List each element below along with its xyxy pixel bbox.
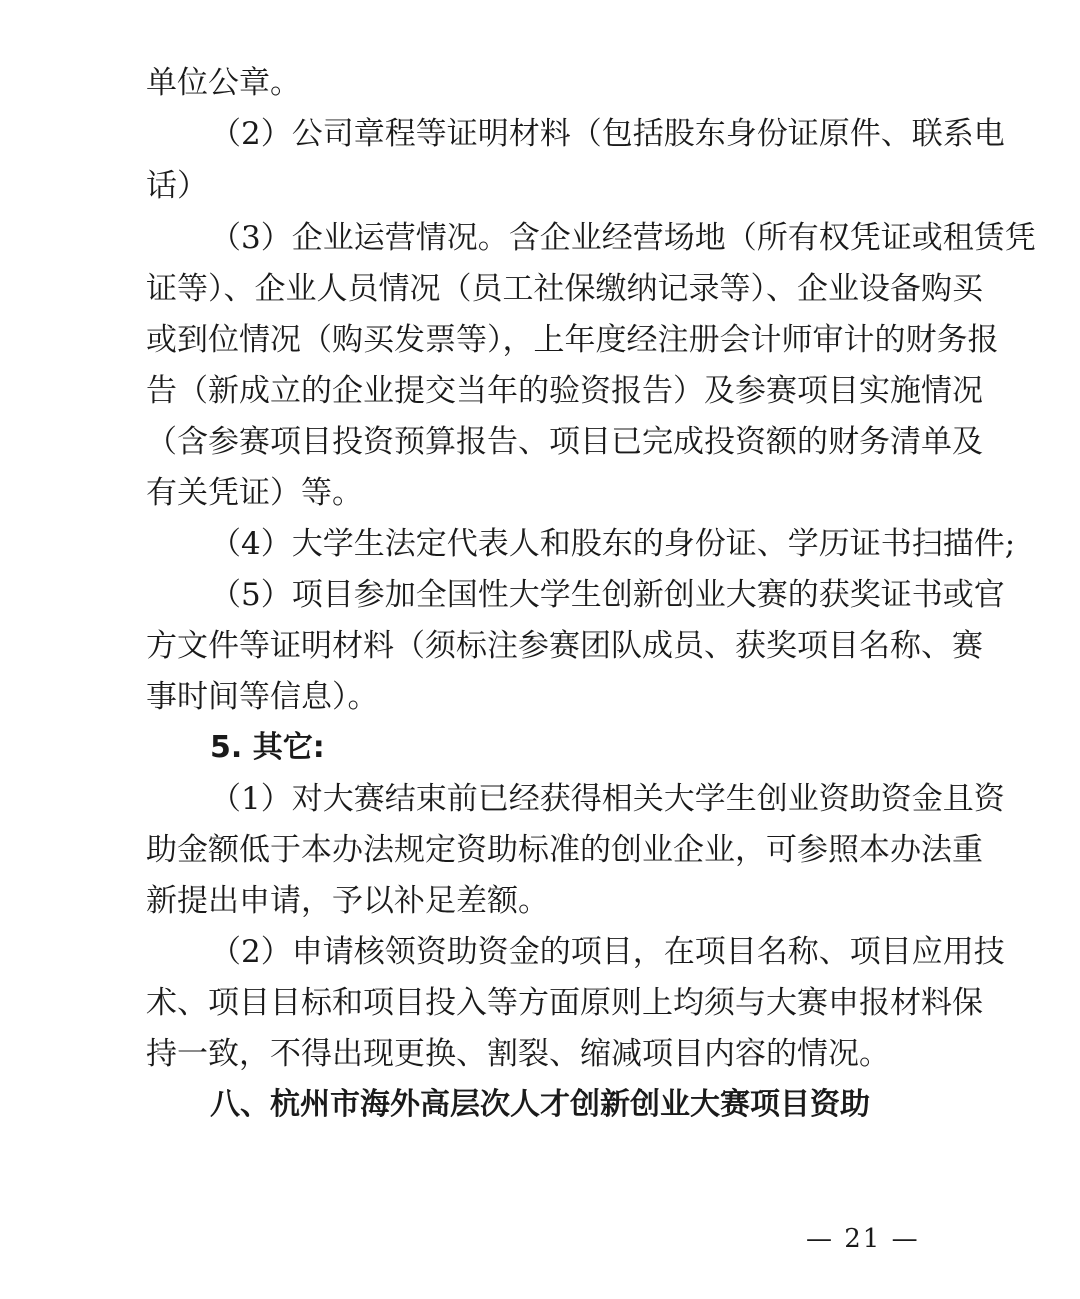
paragraph-line: （4）大学生法定代表人和股东的身份证、学历证书扫描件;	[210, 526, 1016, 562]
section-heading: 5. 其它:	[210, 730, 325, 765]
paragraph-line: 话）	[146, 168, 208, 204]
paragraph-line: 持一致，不得出现更换、割裂、缩减项目内容的情况。	[146, 1036, 890, 1072]
paragraph-line: 有关凭证）等。	[146, 475, 363, 511]
page-number: — 21 —	[806, 1224, 920, 1254]
paragraph-line: 助金额低于本办法规定资助标准的创业企业，可参照本办法重	[146, 832, 983, 868]
paragraph-line: 证等）、企业人员情况（员工社保缴纳记录等）、企业设备购买	[146, 271, 983, 307]
paragraph-line: 事时间等信息）。	[146, 679, 379, 715]
paragraph-line: 告（新成立的企业提交当年的验资报告）及参赛项目实施情况	[146, 373, 983, 409]
paragraph-line: 方文件等证明材料（须标注参赛团队成员、获奖项目名称、赛	[146, 628, 983, 664]
paragraph-line: （3）企业运营情况。含企业经营场地（所有权凭证或租赁凭	[210, 220, 1036, 256]
paragraph-line: 或到位情况（购买发票等），上年度经注册会计师审计的财务报	[146, 322, 999, 358]
paragraph-line: 单位公章。	[146, 65, 301, 101]
paragraph-line: 新提出申请，予以补足差额。	[146, 883, 549, 919]
paragraph-line: （5）项目参加全国性大学生创新创业大赛的获奖证书或官	[210, 577, 1005, 613]
paragraph-line: （1）对大赛结束前已经获得相关大学生创业资助资金且资	[210, 781, 1005, 817]
paragraph-line: （2）申请核领资助资金的项目，在项目名称、项目应用技	[210, 934, 1005, 970]
paragraph-line: （含参赛项目投资预算报告、项目已完成投资额的财务清单及	[146, 424, 983, 460]
paragraph-line: （2）公司章程等证明材料（包括股东身份证原件、联系电	[210, 116, 1005, 152]
chapter-heading: 八、杭州市海外高层次人才创新创业大赛项目资助	[210, 1087, 870, 1122]
paragraph-line: 术、项目目标和项目投入等方面原则上均须与大赛申报材料保	[146, 985, 983, 1021]
